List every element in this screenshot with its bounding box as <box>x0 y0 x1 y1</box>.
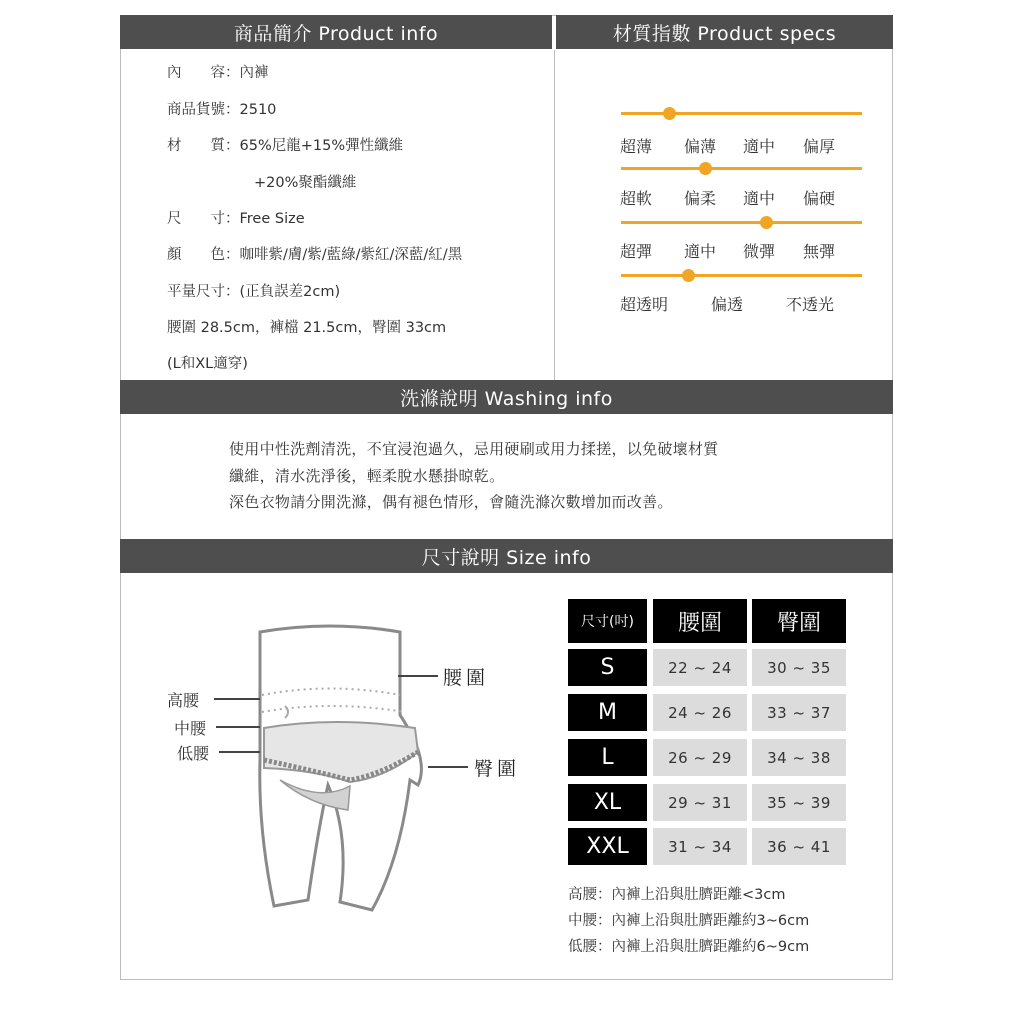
table-header-waist: 腰圍 <box>653 599 747 643</box>
hip-pointer-line <box>428 766 468 768</box>
washing-line: 使用中性洗劑清洗，不宜浸泡過久，忌用硬刷或用力揉搓，以免破壞材質 <box>229 440 719 458</box>
table-cell-waist: 24 ~ 26 <box>653 694 747 731</box>
spec-label: 偏透 <box>711 295 744 314</box>
info-value: Free Size <box>239 211 305 227</box>
info-row-content <box>167 61 269 82</box>
info-label: 商品貨號： <box>167 102 240 118</box>
info-value: 咖啡紫/膚/紫/藍綠/紫紅/深藍/紅/黑 <box>239 247 463 263</box>
product-info-header: 商品簡介 Product info <box>120 15 552 49</box>
table-cell-size: XXL <box>568 828 647 865</box>
spec-label: 適中 <box>743 137 776 156</box>
table-header-size: 尺寸(吋) <box>568 599 647 643</box>
info-label: 材 質： <box>167 138 240 154</box>
high-waist-line <box>214 698 260 700</box>
info-value: 65%尼龍+15%彈性纖維 <box>239 138 404 154</box>
info-label: 尺 寸： <box>167 211 240 227</box>
waist-note: 中腰：內褲上沿與肚臍距離約3~6cm <box>568 913 810 929</box>
table-cell-size: S <box>568 649 647 686</box>
spec-label: 偏薄 <box>684 137 717 156</box>
info-row-flat-size <box>167 280 340 301</box>
waist-note: 低腰：內褲上沿與肚臍距離約6~9cm <box>568 939 810 955</box>
table-cell-waist: 22 ~ 24 <box>653 649 747 686</box>
table-cell-hip: 30 ~ 35 <box>752 649 846 686</box>
info-value: 內褲 <box>239 65 269 81</box>
info-label: 平量尺寸： <box>167 284 240 300</box>
spec-label: 超彈 <box>620 242 653 261</box>
info-row-measurements <box>167 316 446 337</box>
spec-track-elasticity <box>621 221 862 224</box>
spec-label: 偏柔 <box>684 189 717 208</box>
info-row-color <box>167 243 462 264</box>
low-waist-line <box>219 751 260 753</box>
table-cell-size: L <box>568 739 647 776</box>
mid-waist-label: 中腰 <box>174 719 207 738</box>
spec-track-softness <box>621 167 862 170</box>
product-specs-header: 材質指數 Product specs <box>556 15 893 49</box>
spec-label: 適中 <box>743 189 776 208</box>
info-label: 顏 色： <box>167 247 240 263</box>
mid-waist-line <box>216 726 260 728</box>
table-cell-size: M <box>568 694 647 731</box>
info-value: (L和XL適穿) <box>167 356 248 372</box>
table-cell-hip: 34 ~ 38 <box>752 739 846 776</box>
info-label: 內 容： <box>167 65 240 81</box>
washing-info-header: 洗滌說明 Washing info <box>120 380 893 414</box>
info-value: +20%聚酯纖維 <box>254 175 357 191</box>
table-cell-waist: 31 ~ 34 <box>653 828 747 865</box>
spec-label: 微彈 <box>743 242 776 261</box>
high-waist-label: 高腰 <box>167 691 200 710</box>
spec-label: 偏硬 <box>803 189 836 208</box>
info-row-material-cont <box>254 171 356 192</box>
spec-dot <box>760 216 773 229</box>
table-cell-waist: 29 ~ 31 <box>653 784 747 821</box>
info-row-material <box>167 134 403 155</box>
table-cell-size: XL <box>568 784 647 821</box>
spec-label: 偏厚 <box>803 137 836 156</box>
washing-line: 深色衣物請分開洗滌，偶有褪色情形，會隨洗滌次數增加而改善。 <box>229 493 673 511</box>
spec-label: 超透明 <box>620 295 669 314</box>
underwear-diagram <box>250 620 430 920</box>
size-info-header: 尺寸說明 Size info <box>120 539 893 573</box>
hip-label: 臀圍 <box>474 758 521 780</box>
info-row-fit <box>167 352 248 373</box>
spec-label: 無彈 <box>803 242 836 261</box>
spec-track-transparency <box>621 274 862 277</box>
info-value: 2510 <box>239 102 277 118</box>
table-header-hip: 臀圍 <box>752 599 846 643</box>
spec-track-thickness <box>621 112 862 115</box>
low-waist-label: 低腰 <box>177 744 210 763</box>
spec-label: 超軟 <box>620 189 653 208</box>
info-row-size <box>167 207 305 228</box>
washing-line: 纖維，清水洗淨後，輕柔脫水懸掛晾乾。 <box>229 467 505 485</box>
table-cell-hip: 35 ~ 39 <box>752 784 846 821</box>
info-value: 腰圍 28.5cm，褲檔 21.5cm，臀圍 33cm <box>167 320 447 336</box>
table-cell-hip: 33 ~ 37 <box>752 694 846 731</box>
column-divider <box>554 50 555 380</box>
waist-note: 高腰：內褲上沿與肚臍距離<3cm <box>568 887 786 903</box>
waist-label: 腰圍 <box>443 667 490 689</box>
waist-pointer-line <box>398 675 438 677</box>
table-cell-hip: 36 ~ 41 <box>752 828 846 865</box>
spec-label: 不透光 <box>786 295 835 314</box>
info-row-sku <box>167 98 276 119</box>
info-value: (正負誤差2cm) <box>239 284 341 300</box>
spec-label: 超薄 <box>620 137 653 156</box>
table-cell-waist: 26 ~ 29 <box>653 739 747 776</box>
spec-label: 適中 <box>684 242 717 261</box>
